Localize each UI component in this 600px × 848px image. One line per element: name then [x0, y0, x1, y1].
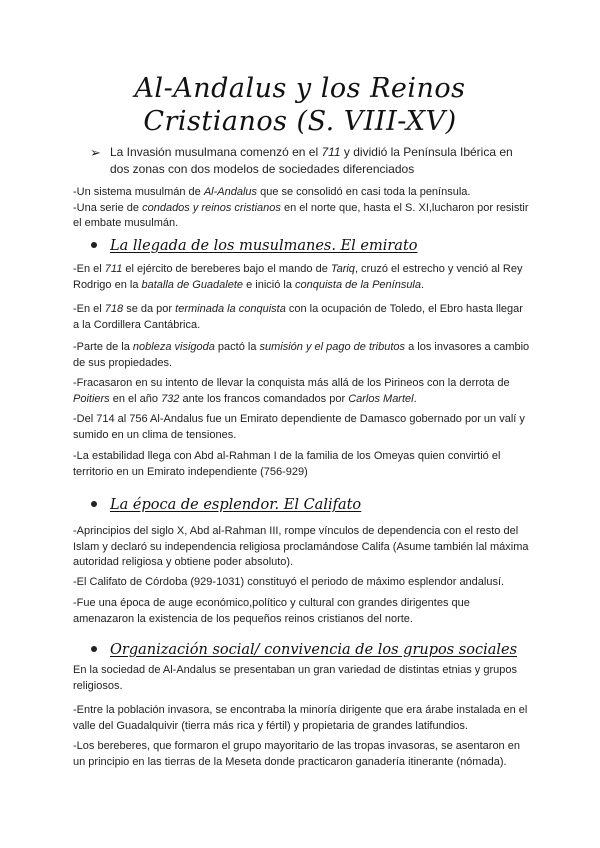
paragraph-11: En la sociedad de Al-Andalus se presentaban un gran variedad de distintas etnias y grupos religiosos.	[73, 664, 517, 692]
text-run: ante los francos comandados por	[179, 392, 349, 405]
text-run: -Un sistema musulmán de	[73, 186, 204, 198]
intro-paragraph	[110, 144, 530, 177]
text-run: -En el	[73, 303, 105, 315]
bullet-dot-icon	[91, 242, 97, 248]
text-run: en el año	[109, 392, 162, 405]
emphasis-run: nobleza visigoda	[132, 341, 215, 353]
paragraph-1	[73, 185, 531, 232]
intro-emphasis: 711	[321, 145, 341, 159]
emphasis-run: Poitiers	[73, 392, 110, 405]
text-run: , cruzó el estrecho y venció al Rey Rodrigo en la	[73, 263, 523, 291]
paragraph-12: -Entre la población invasora, se encontraba la minoría dirigente que era árabe instalada en el valle del Guadalquivir (tierra más rica y fértil) y propietaria de grandes latifundios.	[73, 704, 528, 732]
paragraph-10: -Fue una época de auge económico,político y cultural con grandes dirigentes que amenazaron la existencia de los pequeños reinos cristianos del norte.	[73, 597, 470, 625]
text-run: en el norte que, hasta el S. XI,lucharon por resistir el embate musulmán.	[73, 201, 529, 230]
text-run: -Una serie de	[73, 201, 143, 214]
text-run: pactó la	[214, 341, 260, 353]
text-run: -Fracasaron en su intento de llevar la conquista más allá de los Pirineos con la derrota de	[73, 377, 510, 389]
paragraph-13: -Los bereberes, que formaron el grupo mayoritario de las tropas invasoras, se asentaron en un principio en las tierras de la Meseta donde practicaron ganadería itinerante (nómada).	[73, 740, 520, 768]
paragraph-4	[73, 340, 531, 371]
text-run: con la ocupación de Toledo, el Ebro hasta llegar a la Cordillera Cantábrica.	[73, 303, 523, 331]
emphasis-run: Carlos Martel	[348, 392, 414, 405]
emphasis-run: conquista de la Península	[295, 278, 421, 291]
text-run: .	[421, 278, 425, 291]
section-heading-organizacion	[91, 642, 517, 658]
emphasis-run: condados y reinos cristianos	[142, 201, 281, 214]
paragraph-8: -Aprincipios del siglo X, Abd al-Rahman III, rompe vínculos de dependencia con el resto del Islam y declaró su independencia religiosa proclamándose Califa (Asume también lal máxima autoridad religiosa y obtiene poder absoluto).	[73, 525, 529, 569]
text-run: que se consolidó en casi toda la península.	[257, 186, 471, 198]
paragraph-7: -La estabilidad llega con Abd al-Rahman I de la familia de los Omeyas quien convirtió el territorio en un Emirato independiente (756-929)	[73, 450, 501, 478]
text-run: -Parte de la	[73, 341, 133, 353]
text-run: se da por	[123, 303, 176, 315]
bullet-dot-icon	[91, 646, 97, 652]
paragraph-9: -El Califato de Córdoba (929-1031) constituyó el periodo de máximo esplendor andalusí.	[73, 576, 505, 588]
section-heading-califato	[91, 497, 361, 513]
intro-text: La Invasión musulmana comenzó en el	[110, 145, 322, 159]
text-run: -En el	[73, 263, 105, 275]
emphasis-run: 718	[104, 303, 124, 315]
text-run: e inició la	[243, 278, 296, 291]
heading-text: La llegada de los musulmanes. El emirato	[110, 238, 418, 254]
emphasis-run: Tariq	[330, 263, 355, 275]
text-run: a los invasores a cambio de sus propiedades.	[73, 341, 530, 369]
text-run: el ejército de bereberes bajo el mando de	[122, 263, 331, 275]
section-heading-emirato	[91, 238, 418, 254]
emphasis-run: sumisión y el pago de tributos	[259, 341, 406, 353]
paragraph-3	[73, 302, 531, 333]
paragraph-2	[73, 262, 531, 293]
bullet-dot-icon	[91, 501, 97, 507]
emphasis-run: terminada la conquista	[175, 303, 286, 315]
emphasis-run: 711	[104, 263, 123, 275]
page-title: Al-Andalus y los Reinos Cristianos (S. VIII-XV)	[134, 73, 466, 137]
intro-text: y dividió la Península Ibérica en dos zonas con dos modelos de sociedades diferenciados	[110, 145, 513, 176]
heading-text: Organización social/ convivencia de los grupos sociales	[110, 642, 518, 658]
emphasis-run: Al-Andalus	[203, 186, 258, 198]
text-run: .	[413, 392, 417, 405]
emphasis-run: batalla de Guadalete	[141, 278, 244, 291]
heading-text: La época de esplendor. El Califato	[110, 497, 362, 513]
emphasis-run: 732	[161, 392, 180, 405]
paragraph-6: -Del 714 al 756 Al-Andalus fue un Emirato dependiente de Damasco gobernado por un valí y sumido en un clima de tensiones.	[73, 413, 525, 441]
paragraph-5	[73, 376, 531, 407]
arrow-bullet-icon: ➢	[90, 145, 101, 160]
